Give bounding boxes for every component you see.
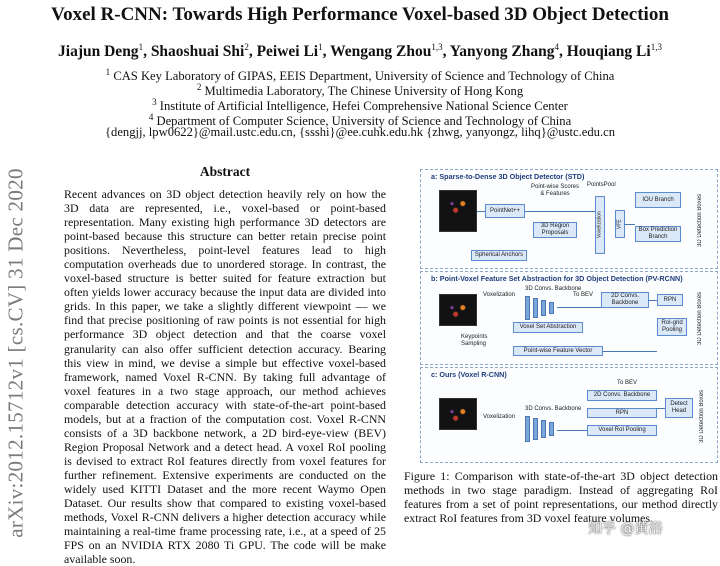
panel-std [420,169,718,269]
feature-volume [541,420,546,438]
point-cloud-image [439,294,477,326]
backbone-label: 3D Convs. Backbone [525,286,582,292]
feature-volume [525,416,530,442]
box-branch-block: Box Prediction Branch [635,226,681,242]
conv2d-block: 2D Convs. Backbone [601,292,649,308]
voxroi-block: Voxel RoI Pooling [587,425,657,436]
flow-arrow [525,211,595,212]
author: Jiajun Deng [58,43,139,61]
flow-arrow [557,430,587,431]
voxelization-block: Voxelization [595,196,605,254]
feature-volume [549,422,554,436]
flow-arrow [625,224,635,225]
author: Wengang Zhou [330,43,432,61]
abstract-heading: Abstract [199,164,251,179]
vsa-block: Voxel Set Abstraction [513,322,583,333]
point-cloud-image [439,190,477,232]
panel-title: a: Sparse-to-Dense 3D Object Detector (STD) [431,172,585,181]
results-label: 3D Detection Boxes [697,291,703,345]
pointspool-label: PointsPool [587,182,616,188]
iou-branch-block: IOU Branch [635,192,681,208]
vfe-block: VFE [615,210,625,238]
abstract-body: Recent advances on 3D object detection heavily rely on how the 3D data are represented, i.e., voxel-based or point-based representation. Many existing high performance 3D detectors are point-based because this structure can better retain precise point positions. Nevertheless, point-level features lead to high computation overheads due to unordered storage. In contrast, the voxel-based structure is better suited for feature extraction but often yields lower accuracy because the input data are divided into grids. In this paper, we take a slightly different viewpoint — we find that precise positioning of raw points is not essential for high performance 3D object detection and that the coarse voxel granularity can also offer sufficient detection accuracy. Bearing this view in mind, we devise a simple but effective voxel-based framework, named Voxel R-CNN. By taking full advantage of voxel features in a two stage approach, our method achieves comparable detection accuracy with state-of-the-art point-based models, but at a fraction of the computation cost. Voxel R-CNN consists of a 3D backbone network, a 2D bird-eye-view (BEV) Region Proposal Network and a detect head. A voxel RoI pooling is devised to extract RoI features directly from voxel features for further refinement. Extensive experiments are conducted on the widely used KITTI Dataset and the more recent Waymo Open Dataset. Our results show that compared to existing voxel-based methods, Voxel R-CNN delivers a higher detection accuracy while maintaining a real-time frame processing rate, i.e., at a speed of 25 FPS on an NVIDIA RTX 2080 Ti GPU. The code will be make available soon. [64,187,386,566]
panel-voxel-rcnn [420,367,718,463]
flow-arrow [557,307,601,308]
arxiv-stamp: arXiv:2012.15712v1 [cs.CV] 31 Dec 2020 [3,167,28,538]
figure-caption: Figure 1: Comparison with state-of-the-art 3D object detection methods in two stage paradigm. Instead of aggregating RoI features from a set of point representations, our method directly extract RoI features from 3D voxel feature volumes. [404,469,718,525]
affiliation: $^3$ Institute of Artificial Intelligence, Hefei Comprehensive National Science Center [152,97,568,114]
voxelization-label: Voxelization [483,414,516,420]
rpn-block: RPN [657,294,683,306]
author-emails: {dengjj, lpw0622}@mail.ustc.edu.cn, {ssshi}@ee.cuhk.edu.hk {zhwg, yanyongz, lihq}@ustc.edu.cn [104,125,615,139]
flow-arrow [603,351,657,352]
scores-label: Point-wise Scores & Features [530,184,580,197]
backbone-label: 3D Convs. Backbone [525,406,582,412]
paper-title: Voxel R-CNN: Towards High Performance Voxel-based 3D Object Detection [51,4,669,25]
author: Shaoshuai Shi [150,43,245,61]
feature-volume [549,302,554,314]
to-bev-label: To BEV [617,380,638,386]
flow-arrow [649,300,657,301]
feature-volume [541,300,546,316]
author: Yanyong Zhang [449,43,555,61]
point-cloud-image [439,398,477,430]
author: Houqiang Li [566,43,651,61]
panel-title: b: Point-Voxel Feature Set Abstraction for 3D Object Detection (PV-RCNN) [431,274,683,283]
panel-title: c: Ours (Voxel R-CNN) [431,370,507,379]
rpn-block: RPN [587,408,657,418]
author: Peiwei Li [256,43,319,61]
results-label: 3D Detection Boxes [697,193,703,247]
detect-head-block: Detect Head [665,398,693,418]
keypoints-label: Keypoints Sampling [461,334,488,347]
results-label: 3D Detection Boxes [699,389,705,443]
feature-volume [533,418,538,440]
conv2d-block: 2D Convs. Backbone [587,390,657,401]
author-list: Jiajun Deng$^1$, Shaoshuai Shi$^2$, Peiwei Li$^1$, Wengang Zhou$^{1,3}$, Yanyong Zhang$^4$, Houqiang Li$^{1,3}$ [58,42,662,61]
to-bev-label: To BEV [573,292,594,298]
anchors-block: Spherical Anchors [471,250,527,261]
figure-1 [404,163,720,465]
flow-arrow [477,211,485,212]
pwvec-block: Point-wise Feature Vector [513,346,603,356]
proposals-block: 3D Region Proposals [533,222,577,238]
flow-arrow [657,408,665,409]
watermark: 知乎 @黄浴 [588,521,663,537]
affiliation: $^4$ Department of Computer Science, University of Science and Technology of China [148,112,572,129]
panel-pvrcnn [420,271,718,365]
affiliation: $^2$ Multimedia Laboratory, The Chinese University of Hong Kong [196,82,524,99]
feature-volume [525,296,530,320]
roigrid-block: RoI-grid Pooling [657,318,687,336]
feature-volume [533,298,538,318]
affiliation: $^1$ CAS Key Laboratory of GIPAS, EEIS Department, University of Science and Technology of China [105,67,615,84]
voxelization-label: Voxelization [483,292,516,298]
pointnet-block: PointNet++ [485,204,525,218]
